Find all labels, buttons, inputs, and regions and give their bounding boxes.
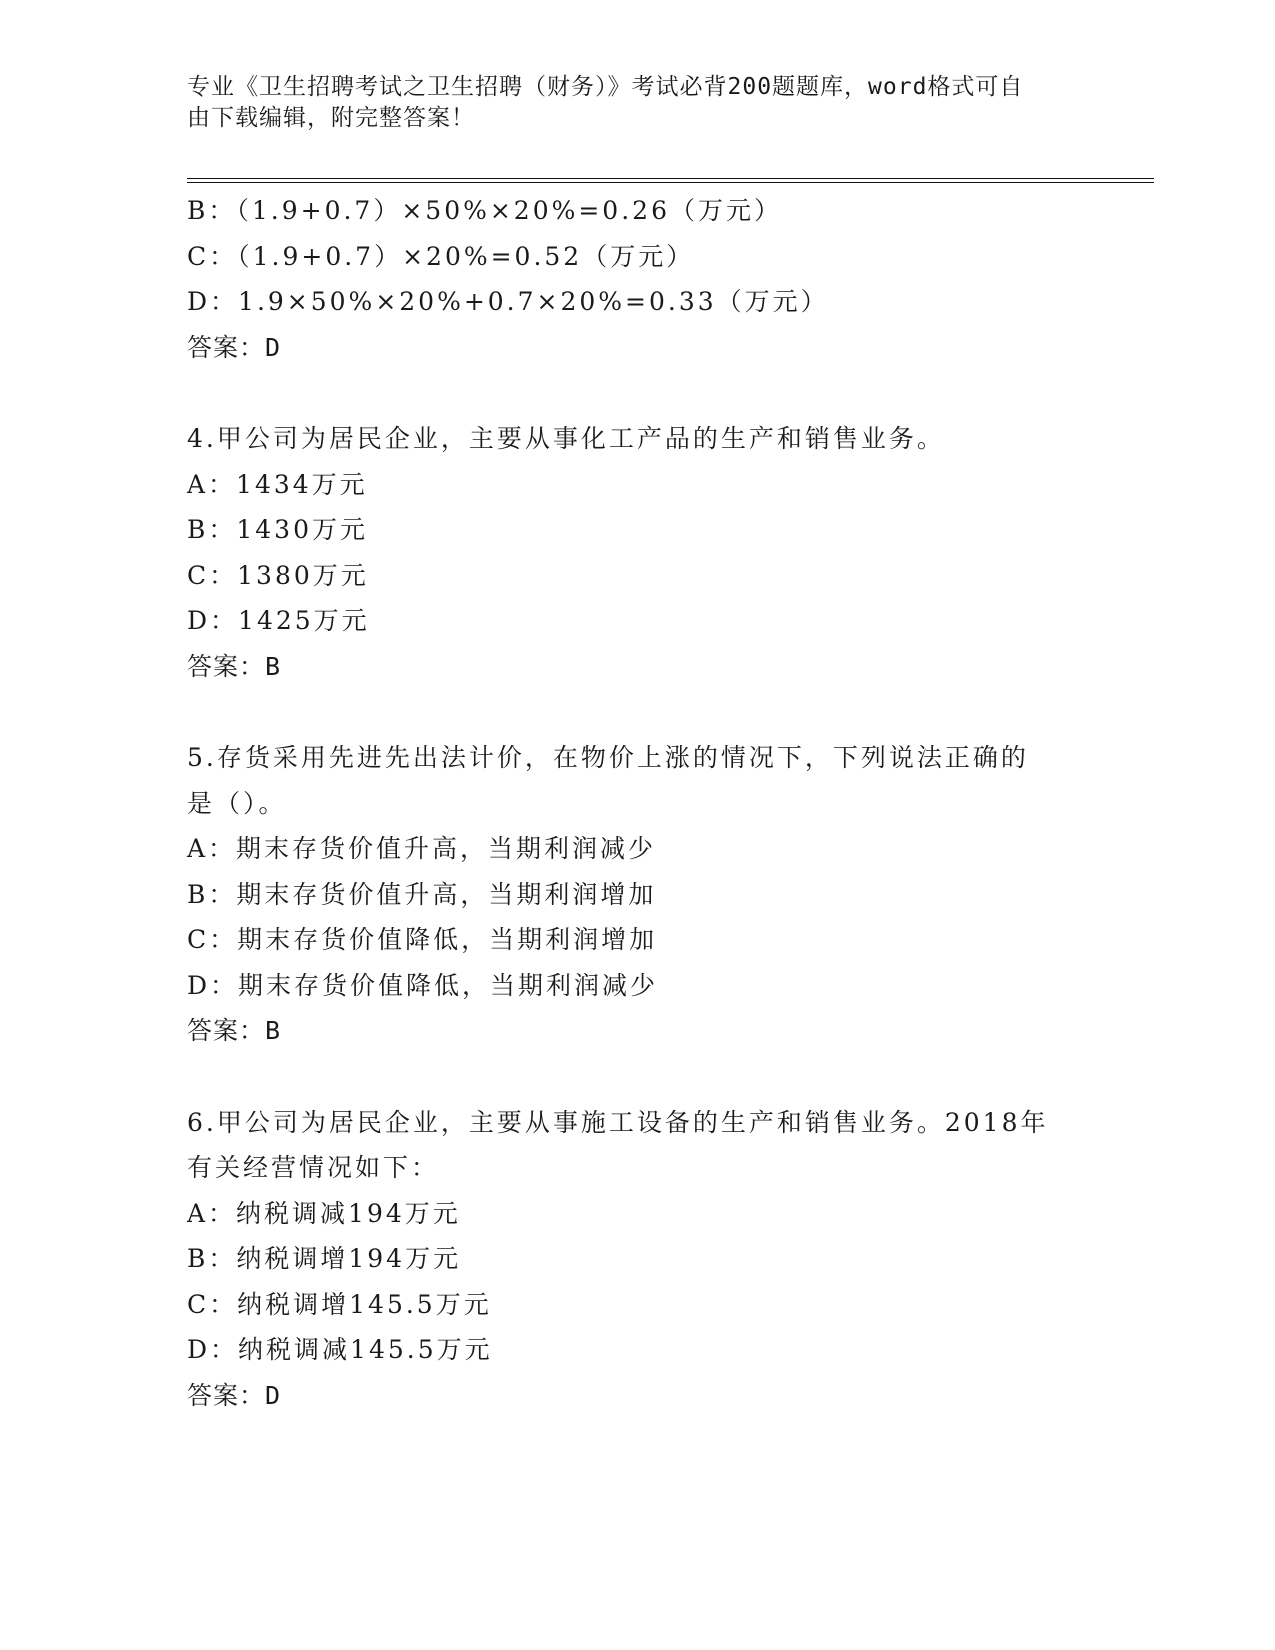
header-divider-top <box>187 178 1154 179</box>
option-b: B：纳税调增194万元 <box>187 1244 462 1273</box>
option-b: B：期末存货价值升高，当期利润增加 <box>187 879 657 909</box>
option-d: D：期末存货价值降低，当期利润减少 <box>187 970 659 1000</box>
header-line-1: 专业《卫生招聘考试之卫生招聘（财务）》考试必背200题题库，word格式可自 <box>187 74 1024 100</box>
option-c: C：期末存货价值降低，当期利润增加 <box>187 925 658 954</box>
question-stem: 4.甲公司为居民企业，主要从事化工产品的生产和销售业务。 <box>187 424 945 453</box>
option-b: B：（1.9+0.7）×50%×20%=0.26（万元） <box>187 196 782 225</box>
question-list <box>187 188 1087 1418</box>
option-d: D：纳税调减145.5万元 <box>187 1335 493 1364</box>
option-a: A：1434万元 <box>187 469 368 499</box>
question-stem-continued: 有关经营情况如下： <box>187 1153 440 1182</box>
option-c: C：（1.9+0.7）×20%=0.52（万元） <box>187 241 695 271</box>
question-stem: 5.存货采用先进先出法计价，在物价上涨的情况下，下列说法正确的 <box>187 743 1029 772</box>
answer-line: 答案：B <box>187 1016 282 1045</box>
option-b: B：1430万元 <box>187 515 368 544</box>
option-d: D：1425万元 <box>187 606 370 635</box>
question-stem: 6.甲公司为居民企业，主要从事施工设备的生产和销售业务。2018年 <box>187 1107 1049 1137</box>
option-c: C：纳税调增145.5万元 <box>187 1289 492 1319</box>
answer-line: 答案：D <box>187 332 282 362</box>
question-stem-continued: 是（）。 <box>187 788 287 818</box>
answer-line: 答案：D <box>187 1380 282 1410</box>
header-line-2: 由下载编辑，附完整答案！ <box>187 105 475 131</box>
option-c: C：1380万元 <box>187 560 369 590</box>
option-a: A：期末存货价值升高，当期利润减少 <box>187 834 657 863</box>
question-fragment <box>187 188 1087 370</box>
question-6 <box>187 1100 1087 1419</box>
option-d: D：1.9×50%×20%+0.7×20%=0.33（万元） <box>187 287 829 316</box>
answer-line: 答案：B <box>187 651 282 681</box>
document-header <box>187 72 1067 134</box>
question-5 <box>187 735 1087 1054</box>
header-divider-bottom <box>187 182 1154 183</box>
option-a: A：纳税调减194万元 <box>187 1198 461 1228</box>
question-4 <box>187 416 1087 689</box>
